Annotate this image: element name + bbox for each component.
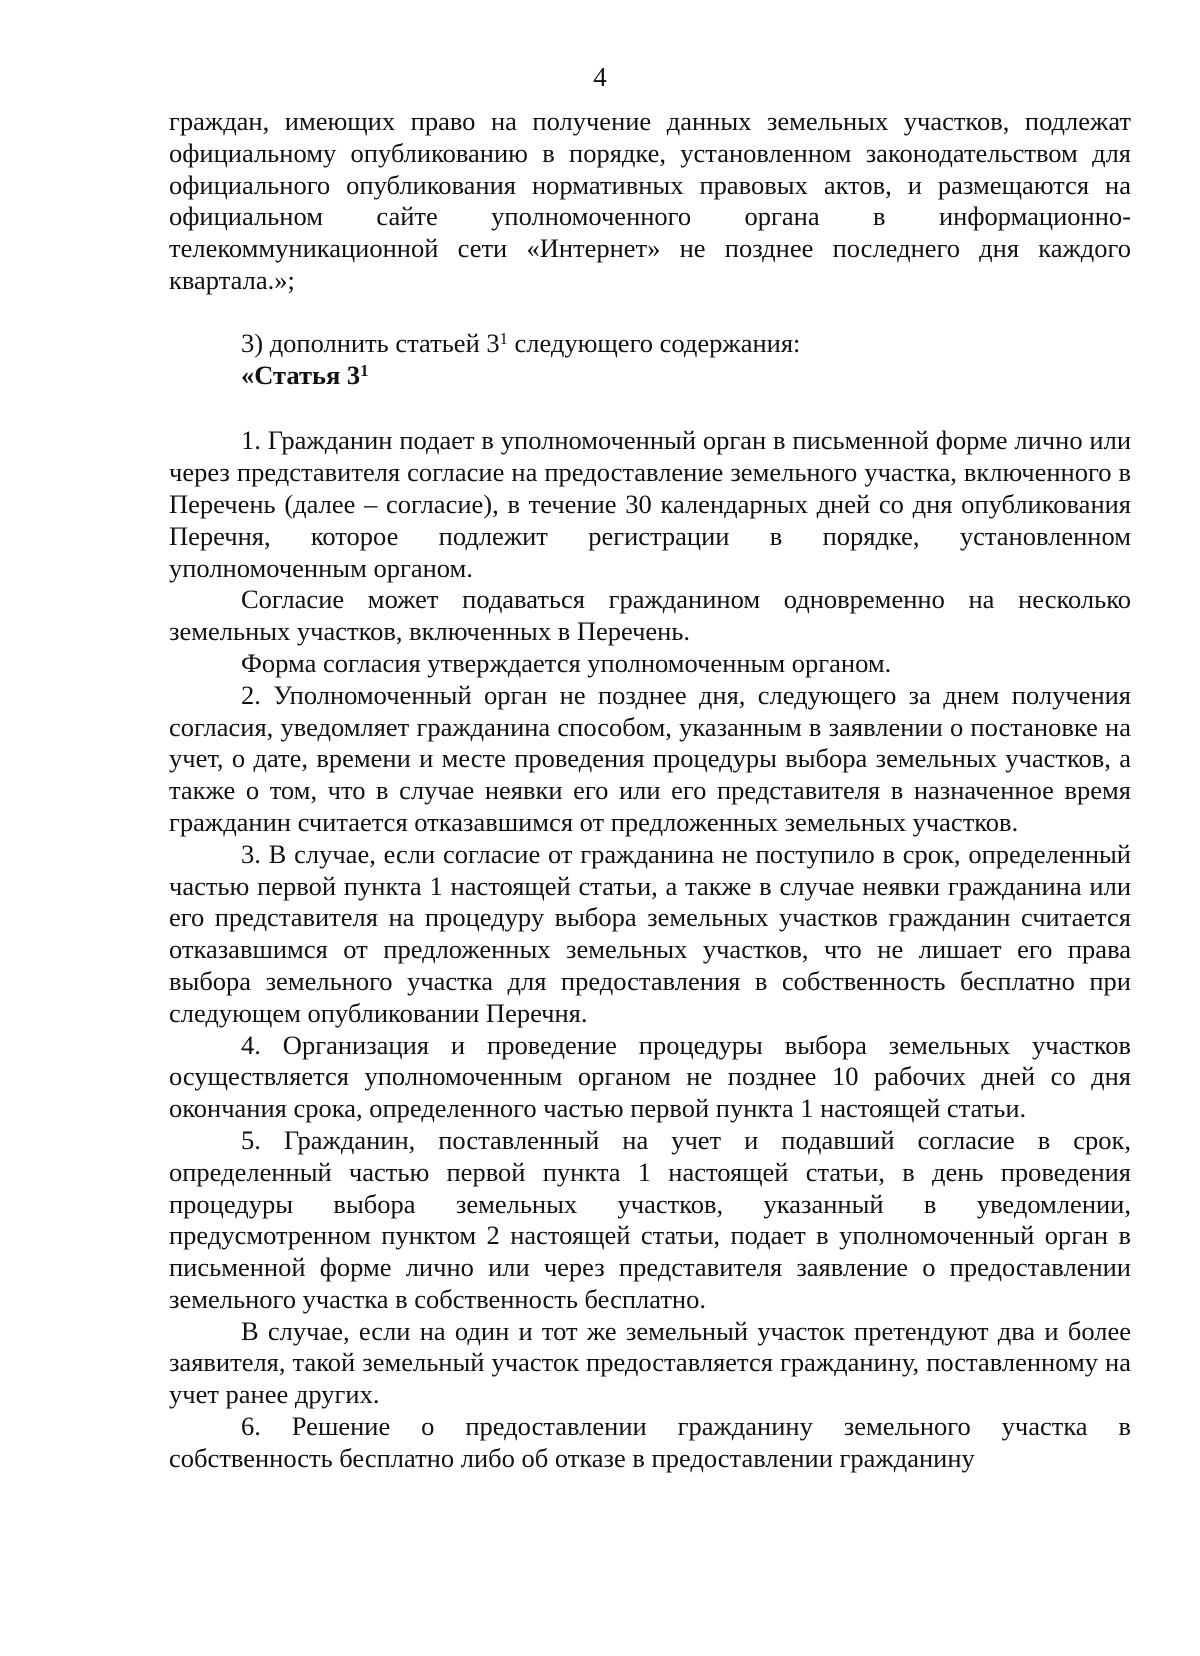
amendment-text-tail: следующего содержания: bbox=[507, 327, 801, 358]
amendment-text: 3) дополнить статьей 3 bbox=[241, 327, 500, 358]
paragraph-clause-5: 5. Гражданин, поставленный на учет и подавший согласие в срок, определенный частью первой пункта 1 настоящей статьи, в день проведения процедуры выбора земельных участков, указанный в уведомлении, предусмотренном пунктом 2 настоящей статьи, подает в уполномоченный орган в письменной форме лично или через представителя заявление о предоставлении земельного участка в собственность бесплатно. bbox=[169, 1124, 1131, 1314]
superscript: 1 bbox=[499, 328, 508, 348]
paragraph-priority: В случае, если на один и тот же земельный участок претендуют два и более заявителя, такой земельный участок предоставляется гражданину, поставленному на учет ранее других. bbox=[169, 1315, 1131, 1410]
paragraph-clause-1: 1. Гражданин подает в уполномоченный орган в письменной форме лично или через представителя согласие на предоставление земельного участка, включенного в Перечень (далее – согласие), в течение 30 календарных дней со дня опубликования Перечня, которое подлежит регистрации в порядке, установленном уполномоченным органом. bbox=[169, 425, 1131, 583]
paragraph-continuation: граждан, имеющих право на получение данных земельных участков, подлежат официальному опубликованию в порядке, установленном законодательством для официального опубликования нормативных правовых актов, и размещаются на официальном сайте уполномоченного органа в информационно-телекоммуникационной сети «Интернет» не позднее последнего дня каждого квартала.»; bbox=[169, 106, 1131, 295]
article-heading-text: «Статья 3 bbox=[241, 359, 361, 390]
document-body bbox=[169, 106, 1131, 1475]
paragraph-consent-form: Форма согласия утверждается уполномоченным органом. bbox=[241, 647, 892, 678]
article-heading bbox=[169, 360, 1131, 392]
paragraph-clause-6: 6. Решение о предоставлении гражданину земельного участка в собственность бесплатно либо об отказе в предоставлении гражданину bbox=[169, 1411, 1131, 1473]
paragraph-clause-2: 2. Уполномоченный орган не позднее дня, следующего за днем получения согласия, уведомляет гражданина способом, указанным в заявлении о постановке на учет, о дате, времени и месте проведения процедуры выбора земельных участков, а также о том, что в случае неявки его или его представителя в назначенное время гражданин считается отказавшимся от предложенных земельных участков. bbox=[169, 679, 1131, 837]
paragraph-consent-multiple: Согласие может подаваться гражданином одновременно на несколько земельных участков, включенных в Перечень. bbox=[169, 584, 1131, 647]
paragraph-clause-3: 3. В случае, если согласие от гражданина не поступило в срок, определенный частью первой пункта 1 настоящей статьи, а также в случае неявки гражданина или его представителя на процедуру выбора земельных участков гражданин считается отказавшимся от предложенных земельных участков, что не лишает его права выбора земельного участка для предоставления в собственность бесплатно при следующем опубликовании Перечня. bbox=[169, 838, 1131, 1028]
article-heading-superscript: 1 bbox=[360, 360, 369, 380]
page-number: 4 bbox=[593, 62, 607, 92]
paragraph-amendment-3 bbox=[169, 328, 1131, 360]
paragraph-clause-4: 4. Организация и проведение процедуры выбора земельных участков осуществляется уполномоченным органом не позднее 10 рабочих дней со дня окончания срока, определенного частью первой пункта 1 настоящей статьи. bbox=[169, 1029, 1131, 1124]
